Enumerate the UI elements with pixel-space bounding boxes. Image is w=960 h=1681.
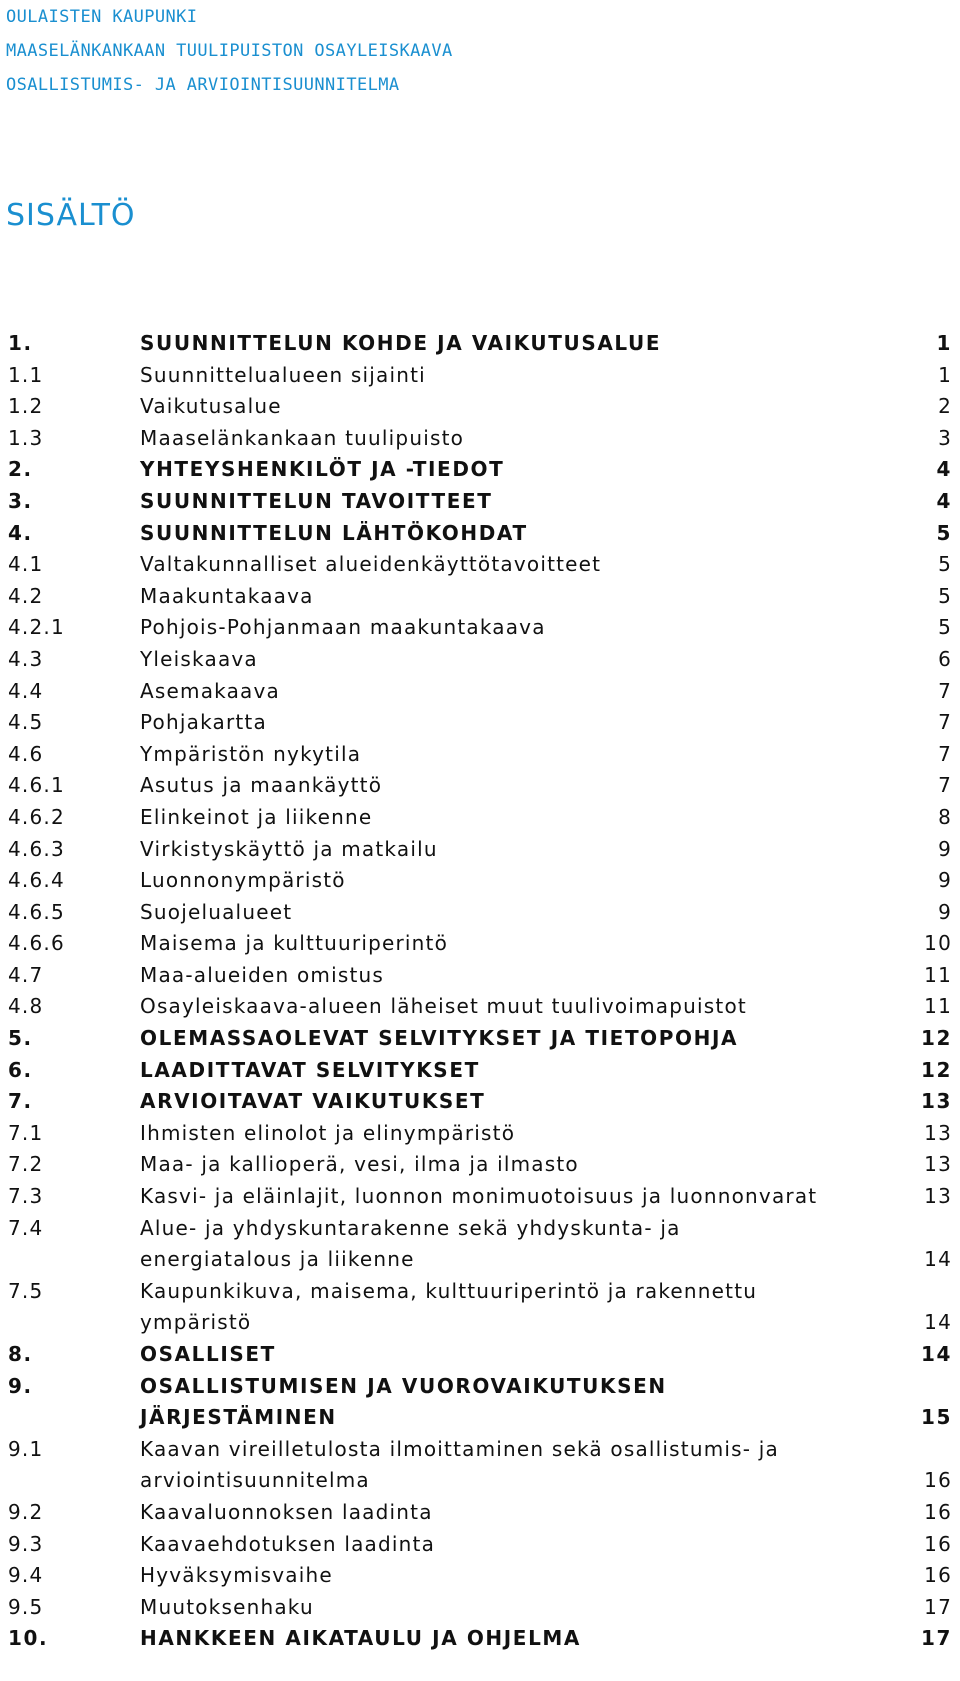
- toc-entry[interactable]: [8, 1055, 952, 1087]
- toc-entry-page: 17: [924, 1594, 952, 1619]
- toc-entry-page: 9: [938, 899, 952, 924]
- toc-entry-number: 7.: [8, 1089, 33, 1114]
- toc-entry[interactable]: [8, 1339, 952, 1371]
- toc-entry-title: Muutoksenhaku: [140, 1594, 314, 1619]
- toc-entry-number: 5.: [8, 1026, 33, 1051]
- toc-entry[interactable]: [8, 391, 952, 423]
- toc-entry-page: 14: [924, 1310, 952, 1335]
- toc-entry[interactable]: [8, 612, 952, 644]
- toc-entry-number: 4.4: [8, 678, 44, 703]
- toc-entry-page: 9: [938, 836, 952, 861]
- toc-entry[interactable]: [8, 1560, 952, 1592]
- toc-entry-title: OSALLISET: [140, 1342, 276, 1366]
- toc-entry-number: 7.1: [8, 1120, 44, 1145]
- toc-entry-number: 9.3: [8, 1531, 44, 1556]
- toc-title: SISÄLTÖ: [6, 198, 136, 233]
- toc-entry-number: 4.6.4: [8, 868, 65, 893]
- toc-entry-page: 8: [938, 804, 952, 829]
- toc-entry-page: 16: [924, 1499, 952, 1524]
- toc-entry[interactable]: [8, 1592, 952, 1624]
- toc-entry[interactable]: [8, 1149, 952, 1181]
- toc-entry-title: Maa-alueiden omistus: [140, 962, 384, 987]
- toc-entry-page: 5: [938, 583, 952, 608]
- toc-entry-number: 7.3: [8, 1184, 44, 1209]
- toc-entry-number: 4.6.6: [8, 931, 65, 956]
- toc-entry[interactable]: [8, 865, 952, 897]
- document-type: OSALLISTUMIS- JA ARVIOINTISUUNNITELMA: [6, 75, 400, 95]
- toc-entry-page: 13: [920, 1089, 952, 1114]
- toc-entry-page: 4: [936, 457, 952, 482]
- toc-entry-page: 14: [924, 1247, 952, 1272]
- toc-entry[interactable]: [8, 1434, 952, 1497]
- toc-entry-title: HANKKEEN AIKATAULU JA OHJELMA: [140, 1626, 581, 1651]
- toc-entry-page: 12: [920, 1057, 952, 1082]
- toc-entry-page: 16: [924, 1563, 952, 1588]
- toc-entry[interactable]: [8, 1529, 952, 1561]
- toc-entry[interactable]: [8, 1023, 952, 1055]
- toc-entry-number: 4.: [8, 520, 33, 545]
- toc-entry[interactable]: [8, 423, 952, 455]
- toc-entry-number: 4.1: [8, 552, 44, 577]
- toc-entry-title: Kaavan vireilletulosta ilmoittaminen sekä osallistumis- ja arviointisuunnitelma: [140, 1436, 779, 1493]
- toc-entry[interactable]: [8, 360, 952, 392]
- toc-entry-number: 3.: [8, 488, 33, 513]
- toc-entry[interactable]: [8, 1623, 952, 1655]
- toc-entry-title: Valtakunnalliset alueidenkäyttötavoitteet: [140, 552, 602, 577]
- toc-entry[interactable]: [8, 518, 952, 550]
- toc-entry-title: Osayleiskaava-alueen läheiset muut tuulivoimapuistot: [140, 994, 747, 1019]
- toc-entry-title: Alue- ja yhdyskuntarakenne sekä yhdyskunta- ja energiatalous ja liikenne: [140, 1215, 681, 1272]
- toc-entry-number: 4.8: [8, 994, 44, 1019]
- toc-entry-title: Pohjakartta: [140, 710, 267, 735]
- toc-entry-page: 3: [938, 425, 952, 450]
- toc-entry-number: 1.2: [8, 394, 44, 419]
- toc-entry[interactable]: [8, 1497, 952, 1529]
- toc-entry-title: Maa- ja kallioperä, vesi, ilma ja ilmasto: [140, 1152, 579, 1177]
- toc-entry-title: Kasvi- ja eläinlajit, luonnon monimuotoisuus ja luonnonvarat: [140, 1184, 818, 1209]
- toc-entry[interactable]: [8, 1086, 952, 1118]
- toc-entry-page: 5: [936, 520, 952, 545]
- toc-entry-number: 4.7: [8, 962, 44, 987]
- toc-entry-page: 5: [938, 552, 952, 577]
- toc-entry-title: Virkistyskäyttö ja matkailu: [140, 836, 438, 861]
- toc-entry[interactable]: [8, 676, 952, 708]
- toc-entry-page: 7: [938, 741, 952, 766]
- toc-entry[interactable]: [8, 707, 952, 739]
- toc-entry-title: LAADITTAVAT SELVITYKSET: [140, 1057, 480, 1082]
- toc-entry[interactable]: [8, 1181, 952, 1213]
- toc-entry-title: Ympäristön nykytila: [140, 741, 362, 766]
- toc-entry-title: Asutus ja maankäyttö: [140, 773, 383, 798]
- toc-entry[interactable]: [8, 549, 952, 581]
- toc-entry[interactable]: [8, 1371, 952, 1434]
- toc-entry[interactable]: [8, 991, 952, 1023]
- toc-entry-title: Kaavaluonnoksen laadinta: [140, 1499, 433, 1524]
- toc-entry[interactable]: [8, 1276, 952, 1339]
- toc-entry-number: 4.3: [8, 646, 44, 671]
- toc-entry[interactable]: [8, 897, 952, 929]
- plan-name: MAASELÄNKANKAAN TUULIPUISTON OSAYLEISKAAVA: [6, 41, 453, 61]
- toc-entry-title: OLEMASSAOLEVAT SELVITYKSET JA TIETOPOHJA: [140, 1026, 739, 1051]
- toc-entry-number: 4.6.2: [8, 804, 65, 829]
- toc-entry-number: 4.6.3: [8, 836, 65, 861]
- toc-entry[interactable]: [8, 328, 952, 360]
- toc-entry-page: 4: [936, 488, 952, 513]
- toc-entry[interactable]: [8, 739, 952, 771]
- toc-entry-title: Yleiskaava: [140, 646, 258, 671]
- toc-entry-page: 2: [938, 394, 952, 419]
- toc-entry-page: 13: [924, 1184, 952, 1209]
- toc-entry-title: ARVIOITAVAT VAIKUTUKSET: [140, 1089, 486, 1114]
- table-of-contents: [8, 328, 952, 1655]
- toc-entry-number: 4.6.5: [8, 899, 65, 924]
- toc-entry-number: 2.: [8, 457, 33, 482]
- toc-entry-page: 17: [920, 1626, 952, 1651]
- toc-entry-title: Maaselänkankaan tuulipuisto: [140, 425, 465, 450]
- toc-entry-number: 7.5: [8, 1278, 44, 1303]
- document-header: [6, 0, 453, 102]
- toc-entry-page: 5: [938, 615, 952, 640]
- toc-entry-title: Asemakaava: [140, 678, 280, 703]
- toc-entry-number: 4.2: [8, 583, 44, 608]
- toc-entry-number: 4.6: [8, 741, 44, 766]
- toc-entry-page: 11: [924, 962, 952, 987]
- toc-entry-title: Hyväksymisvaihe: [140, 1563, 333, 1588]
- toc-entry[interactable]: [8, 1213, 952, 1276]
- toc-entry-title: OSALLISTUMISEN JA VUOROVAIKUTUKSEN JÄRJESTÄMINEN: [140, 1373, 667, 1430]
- toc-entry-title: Suojelualueet: [140, 899, 293, 924]
- toc-entry[interactable]: [8, 486, 952, 518]
- toc-entry-title: Pohjois-Pohjanmaan maakuntakaava: [140, 615, 546, 640]
- toc-entry-page: 11: [924, 994, 952, 1019]
- toc-entry-title: SUUNNITTELUN LÄHTÖKOHDAT: [140, 520, 528, 545]
- toc-entry-number: 6.: [8, 1057, 33, 1082]
- toc-entry-page: 14: [920, 1342, 952, 1366]
- toc-entry-number: 9.1: [8, 1436, 44, 1461]
- toc-entry-number: 9.2: [8, 1499, 44, 1524]
- toc-entry-title: Ihmisten elinolot ja elinympäristö: [140, 1120, 516, 1145]
- toc-entry[interactable]: [8, 644, 952, 676]
- toc-entry[interactable]: [8, 802, 952, 834]
- toc-entry-page: 16: [924, 1468, 952, 1493]
- toc-entry[interactable]: [8, 1118, 952, 1150]
- toc-entry-page: 1: [936, 331, 952, 355]
- toc-entry-number: 4.6.1: [8, 773, 65, 798]
- toc-entry-title: Vaikutusalue: [140, 394, 282, 419]
- toc-entry-number: 4.5: [8, 710, 44, 735]
- toc-entry-page: 13: [924, 1120, 952, 1145]
- toc-entry[interactable]: [8, 960, 952, 992]
- toc-entry-number: 7.4: [8, 1215, 44, 1240]
- toc-entry-number: 4.2.1: [8, 615, 65, 640]
- toc-entry-page: 1: [938, 362, 952, 387]
- toc-entry-number: 1.3: [8, 425, 44, 450]
- toc-entry-title: Maisema ja kulttuuriperintö: [140, 931, 449, 956]
- toc-entry-title: Maakuntakaava: [140, 583, 314, 608]
- toc-entry-number: 9.4: [8, 1563, 44, 1588]
- toc-entry-title: Kaupunkikuva, maisema, kulttuuriperintö ja rakennettu ympäristö: [140, 1278, 758, 1335]
- toc-entry-number: 1.1: [8, 362, 44, 387]
- toc-entry-number: 7.2: [8, 1152, 44, 1177]
- toc-entry[interactable]: [8, 454, 952, 486]
- toc-entry-page: 12: [920, 1026, 952, 1051]
- toc-entry-page: 16: [924, 1531, 952, 1556]
- toc-entry-number: 1.: [8, 331, 33, 355]
- toc-entry-title: Luonnonympäristö: [140, 868, 346, 893]
- toc-entry-title: Suunnittelualueen sijainti: [140, 362, 426, 387]
- toc-entry[interactable]: [8, 928, 952, 960]
- toc-entry-title: Kaavaehdotuksen laadinta: [140, 1531, 436, 1556]
- toc-entry-page: 7: [938, 773, 952, 798]
- toc-entry-number: 10.: [8, 1626, 49, 1651]
- toc-entry[interactable]: [8, 834, 952, 866]
- toc-entry-title: YHTEYSHENKILÖT JA -TIEDOT: [140, 457, 505, 482]
- toc-entry-page: 7: [938, 710, 952, 735]
- toc-entry-title: SUUNNITTELUN KOHDE JA VAIKUTUSALUE: [140, 331, 662, 355]
- toc-entry-page: 6: [938, 646, 952, 671]
- toc-entry-number: 9.: [8, 1373, 33, 1398]
- toc-entry-page: 15: [920, 1405, 952, 1430]
- toc-entry-title: SUUNNITTELUN TAVOITTEET: [140, 488, 493, 513]
- toc-entry-page: 9: [938, 868, 952, 893]
- toc-entry-number: 8.: [8, 1342, 33, 1366]
- toc-entry-page: 7: [938, 678, 952, 703]
- city-name: OULAISTEN KAUPUNKI: [6, 7, 198, 27]
- toc-entry[interactable]: [8, 581, 952, 613]
- toc-entry[interactable]: [8, 770, 952, 802]
- toc-entry-page: 10: [924, 931, 952, 956]
- toc-entry-title: Elinkeinot ja liikenne: [140, 804, 373, 829]
- toc-entry-number: 9.5: [8, 1594, 44, 1619]
- toc-entry-page: 13: [924, 1152, 952, 1177]
